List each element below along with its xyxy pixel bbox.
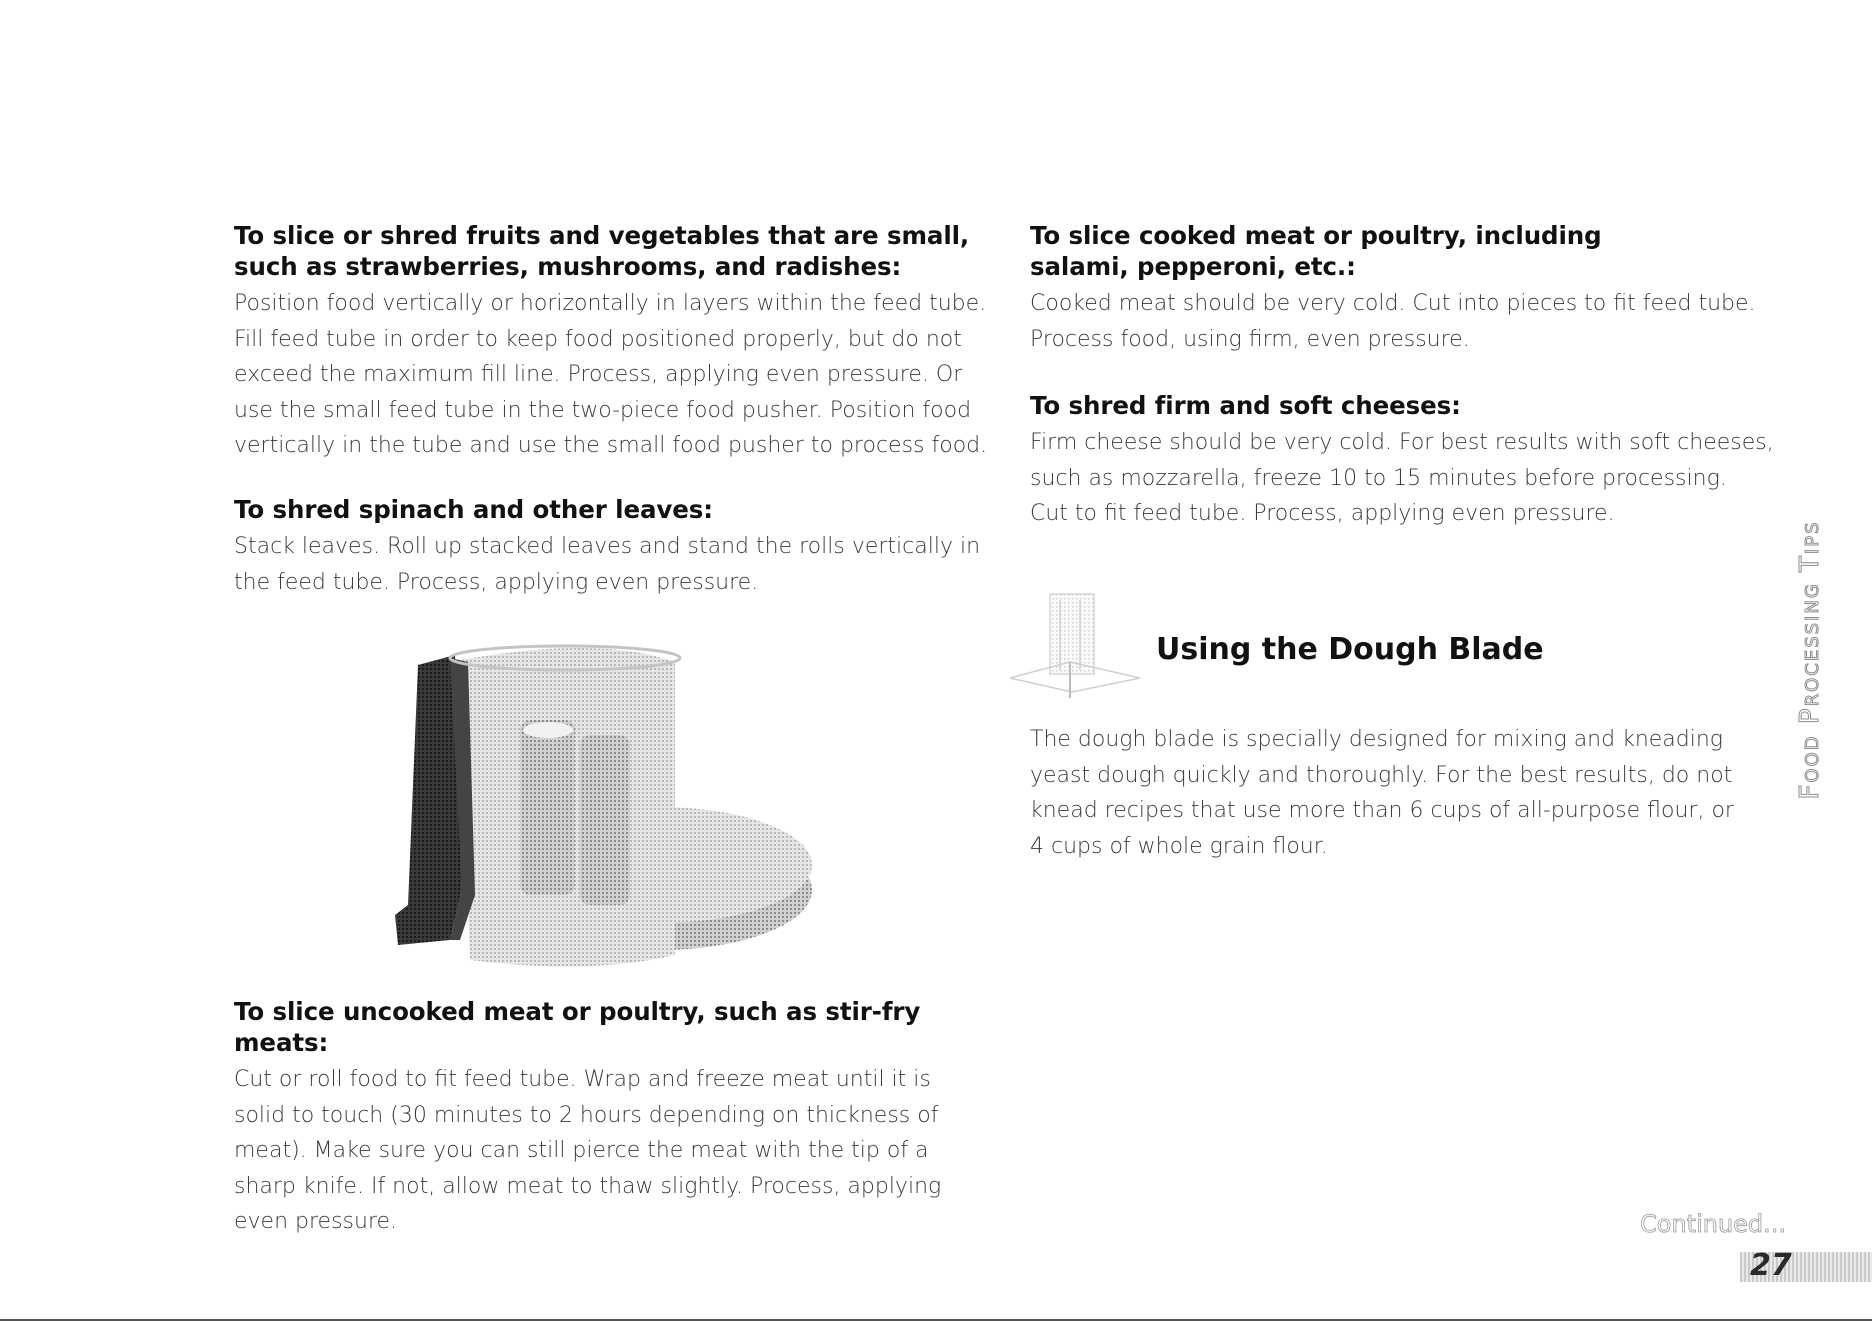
- body-line: vertically in the tube and use the small food pusher to process food.: [234, 433, 988, 458]
- section-body: [234, 529, 994, 600]
- body-line: sharp knife. If not, allow meat to thaw slightly. Process, applying: [234, 1173, 942, 1199]
- body-line: meat). Make sure you can still pierce the meat with the tip of a: [234, 1138, 929, 1163]
- body-line: the feed tube. Process, applying even pressure.: [234, 569, 759, 595]
- body-line: knead recipes that use more than 6 cups of all-purpose flour, or: [1030, 798, 1734, 823]
- heading-line: To slice cooked meat or poultry, including: [1030, 221, 1602, 250]
- body-line: 4 cups of whole grain flour.: [1030, 833, 1328, 859]
- heading-line: such as strawberries, mushrooms, and radishes:: [234, 252, 902, 281]
- section-uncooked-meat: [234, 996, 994, 1240]
- section-body: [1030, 425, 1790, 532]
- food-processor-illustration: [390, 640, 830, 980]
- body-line: Cut to fit feed tube. Process, applying even pressure.: [1030, 501, 1615, 526]
- section-body: [1030, 286, 1790, 357]
- page-number: 27: [1750, 1248, 1792, 1283]
- body-line: The dough blade is specially designed for mixing and kneading: [1030, 727, 1723, 752]
- heading-line: To shred firm and soft cheeses:: [1030, 391, 1461, 420]
- section-cheese: [1030, 390, 1790, 532]
- section-heading: [1030, 220, 1790, 282]
- body-line: Cut or roll food to fit feed tube. Wrap and freeze meat until it is: [234, 1067, 931, 1092]
- body-line: Cooked meat should be very cold. Cut into pieces to fit feed tube.: [1030, 291, 1756, 316]
- body-line: solid to touch (30 minutes to 2 hours depending on thickness of: [234, 1102, 939, 1128]
- continued-label: Continued...: [1640, 1210, 1787, 1238]
- section-spinach: [234, 494, 994, 600]
- body-line: Fill feed tube in order to keep food positioned properly, but do not: [234, 326, 962, 352]
- dough-blade-illustration: [1000, 590, 1150, 700]
- body-line: Firm cheese should be very cold. For best results with soft cheeses,: [1030, 430, 1774, 455]
- section-heading: [234, 220, 994, 282]
- section-body: [234, 286, 994, 464]
- section-title-dough-blade: Using the Dough Blade: [1156, 632, 1544, 667]
- section-cooked-meat: [1030, 220, 1790, 357]
- heading-line: salami, pepperoni, etc.:: [1030, 252, 1356, 281]
- section-body: [234, 1062, 994, 1240]
- section-heading: [1030, 390, 1790, 421]
- heading-line: To slice uncooked meat or poultry, such as stir-fry meats:: [234, 997, 921, 1057]
- body-line: Position food vertically or horizontally in layers within the feed tube.: [234, 291, 987, 316]
- side-tab-label: Food Processing Tips: [1795, 520, 1825, 800]
- body-line: use the small feed tube in the two-piece food pusher. Position food: [234, 397, 972, 423]
- body-line: exceed the maximum fill line. Process, applying even pressure. Or: [234, 362, 963, 387]
- dough-blade-body: [1030, 722, 1790, 864]
- heading-line: To shred spinach and other leaves:: [234, 495, 713, 524]
- side-tab: [1790, 520, 1830, 800]
- page-number-badge: [1740, 1248, 1872, 1283]
- section-body: [1030, 722, 1790, 864]
- section-small-items: [234, 220, 994, 464]
- section-heading: [234, 996, 994, 1058]
- body-line: Stack leaves. Roll up stacked leaves and stand the rolls vertically in: [234, 534, 981, 559]
- section-heading: [234, 494, 994, 525]
- body-line: Process food, using firm, even pressure.: [1030, 326, 1470, 352]
- body-line: yeast dough quickly and thoroughly. For the best results, do not: [1030, 762, 1733, 788]
- body-line: even pressure.: [234, 1209, 398, 1234]
- body-line: such as mozzarella, freeze 10 to 15 minutes before processing.: [1030, 465, 1727, 491]
- heading-line: To slice or shred fruits and vegetables that are small,: [234, 221, 970, 250]
